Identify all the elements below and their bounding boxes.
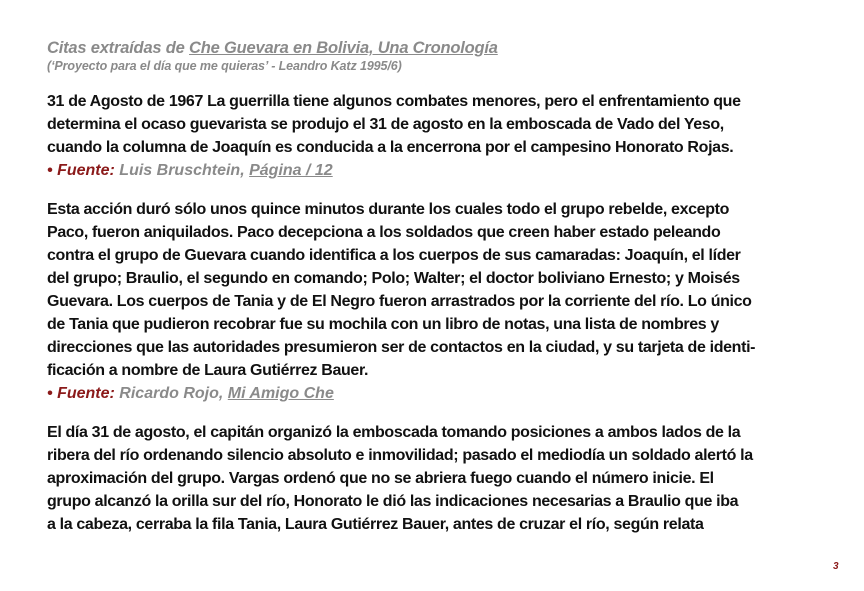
document-title [47, 38, 837, 58]
paragraph-3 [47, 421, 837, 536]
text-line: 31 de Agosto de 1967 La guerrilla tiene algunos combates menores, pero el enfrentamiento que [47, 93, 741, 110]
text-line: de Tania que pudieron recobrar fue su mochila con un libro de notas, una lista de nombres y [47, 316, 719, 333]
paragraph-1 [47, 90, 837, 182]
text-line: determina el ocaso guevarista se produjo el 31 de agosto en la emboscada de Vado del Yeso, [47, 116, 724, 133]
text-line: cuando la columna de Joaquín es conducida a la encerrona por el campesino Honorato Rojas. [47, 139, 734, 156]
document-subtitle: (‘Proyecto para el día que me quieras’ - Leandro Katz 1995/6) [47, 59, 402, 73]
title-book-link[interactable]: Che Guevara en Bolivia, Una Cronología [189, 39, 498, 57]
document-page [47, 38, 837, 536]
paragraph-2 [47, 198, 837, 405]
text-line: ribera del río ordenando silencio absoluto e inmovilidad; pasado el mediodía un soldado alertó la [47, 447, 753, 464]
source-label: Fuente: [57, 162, 115, 179]
text-line: Guevara. Los cuerpos de Tania y de El Negro fueron arrastrados por la corriente del río. Lo único [47, 293, 752, 310]
text-line: Paco, fueron aniquilados. Paco decepciona a los soldados que creen haber estado peleando [47, 224, 721, 241]
source-citation [47, 382, 837, 405]
text-line: Esta acción duró sólo unos quince minutos durante los cuales todo el grupo rebelde, excepto [47, 201, 730, 218]
bullet: • [47, 162, 53, 179]
source-author: Ricardo Rojo [119, 385, 219, 402]
text-line: El día 31 de agosto, el capitán organizó la emboscada tomando posiciones a ambos lados de la [47, 424, 741, 441]
source-work-link[interactable]: Página / 12 [249, 162, 333, 179]
source-citation [47, 159, 837, 182]
title-prefix: Citas extraídas de [47, 39, 190, 57]
text-line: ficación a nombre de Laura Gutiérrez Bauer. [47, 362, 369, 379]
bullet: • [47, 385, 53, 402]
text-line: grupo alcanzó la orilla sur del río, Honorato le dió las indicaciones necesarias a Braulio que iba [47, 493, 739, 510]
source-work-link[interactable]: Mi Amigo Che [227, 385, 334, 402]
source-label: Fuente: [57, 385, 115, 402]
page-number: 3 [833, 561, 839, 572]
source-separator: , [218, 385, 224, 402]
text-line: aproximación del grupo. Vargas ordenó que no se abriera fuego cuando el número inicie. El [47, 470, 714, 487]
source-author: Luis Bruschtein [119, 162, 241, 179]
text-line: a la cabeza, cerraba la fila Tania, Laura Gutiérrez Bauer, antes de cruzar el río, según relata [47, 516, 704, 533]
text-line: del grupo; Braulio, el segundo en comando; Polo; Walter; el doctor boliviano Ernesto; y Moisés [47, 270, 740, 287]
source-separator: , [240, 162, 245, 179]
text-line: contra el grupo de Guevara cuando identifica a los cuerpos de sus camaradas: Joaquín, el líder [47, 247, 741, 264]
text-line: direcciones que las autoridades presumieron ser de contactos en la ciudad, y su tarjeta de identi- [47, 339, 756, 356]
